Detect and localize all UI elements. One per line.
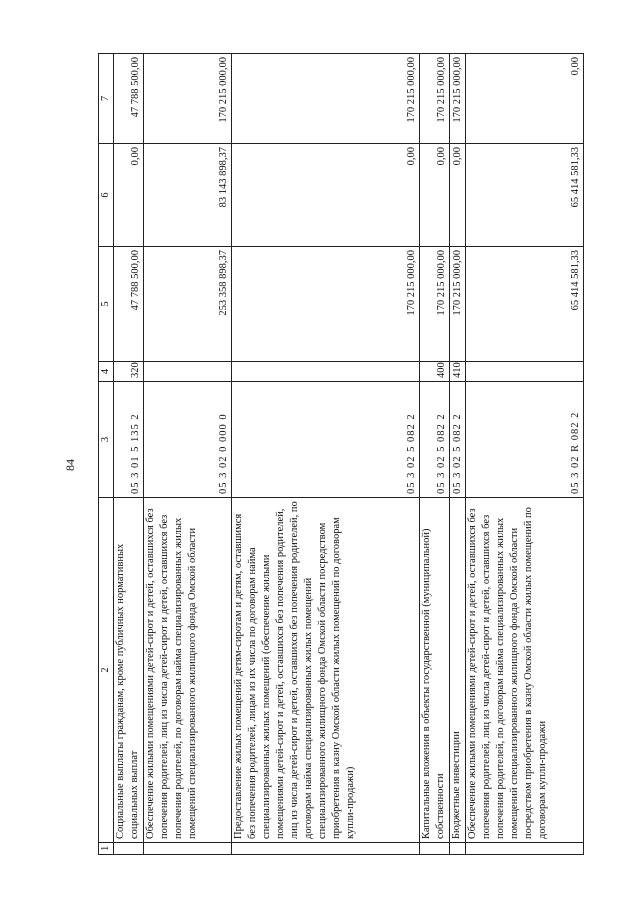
row-col5: 65 414 581,33 xyxy=(466,247,584,362)
row-kvr: 410 xyxy=(450,362,466,382)
row-kvr xyxy=(144,362,232,382)
row-col6: 0,00 xyxy=(450,144,466,247)
row-col6: 0,00 xyxy=(420,144,450,247)
row-kvr xyxy=(466,362,584,382)
table-row xyxy=(420,54,450,855)
row-col6: 0,00 xyxy=(232,144,420,247)
row-col7: 47 788 500,00 xyxy=(114,54,144,144)
table-row xyxy=(144,54,232,855)
row-col7: 170 215 000,00 xyxy=(144,54,232,144)
row-code: 05 3 02 0 000 0 xyxy=(144,382,232,498)
row-code: 05 3 02 R 082 2 xyxy=(466,382,584,498)
row-kvr: 400 xyxy=(420,362,450,382)
header-cell: 6 xyxy=(99,144,114,247)
header-cell: 2 xyxy=(99,498,114,843)
header-cell: 4 xyxy=(99,362,114,382)
row-col7: 170 215 000,00 xyxy=(232,54,420,144)
header-cell: 3 xyxy=(99,382,114,498)
header-cell: 7 xyxy=(99,54,114,144)
row-col5: 47 788 500,00 xyxy=(114,247,144,362)
row-code: 05 3 01 5 135 2 xyxy=(114,382,144,498)
table-row xyxy=(114,54,144,855)
row-name: Обеспечение жилыми помещениями детей-сирот и детей, оставшихся без попечения родителей, лиц из числа детей-сирот и детей, оставшихся без попечения родителей, по договорам найма специализированных жилых помещений специализированного жилищного фонда Омской области xyxy=(144,498,232,843)
row-name: Предоставление жилых помещений детям-сиротам и детям, оставшимся без попечения родителей, лицам из их числа по договорам найма специализированных жилых помещений (обеспечение жилыми помещениями детей-сирот и детей, оставшихся без попечения родителей, лиц из числа детей-сирот и детей, оставшихся без попечения родителей, по договорам найма специализированных жилых помещений специализированного жилищного фонда Омской области посредством приобретения в казну Омской области жилых помещений по договорам купли-продажи) xyxy=(232,498,420,843)
header-cell: 5 xyxy=(99,247,114,362)
row-name: Обеспечение жилыми помещениями детей-сирот и детей, оставшихся без попечения родителей, лиц из числа детей-сирот и детей, оставшихся без попечения родителей, по договорам найма специализированных жилых помещений специализированного жилищного фонда Омской области посредством приобретения в казну Омской области жилых помещений по договорам купли-продажи xyxy=(466,498,584,843)
row-name: Социальные выплаты гражданам, кроме публичных нормативных социальных выплат xyxy=(114,498,144,843)
row-name: Бюджетные инвестиции xyxy=(450,498,466,843)
row-col5: 253 358 898,37 xyxy=(144,247,232,362)
row-col7: 0,00 xyxy=(466,54,584,144)
row-col5: 170 215 000,00 xyxy=(450,247,466,362)
header-row xyxy=(99,54,114,855)
budget-table xyxy=(98,53,584,855)
row-code: 05 3 02 5 082 2 xyxy=(420,382,450,498)
row-kvr xyxy=(232,362,420,382)
header-cell: 1 xyxy=(99,843,114,855)
table-row xyxy=(450,54,466,855)
row-col5: 170 215 000,00 xyxy=(420,247,450,362)
rotated-table-wrapper xyxy=(98,53,584,855)
row-code: 05 3 02 5 082 2 xyxy=(232,382,420,498)
row-col6: 0,00 xyxy=(114,144,144,247)
row-col6: 83 143 898,37 xyxy=(144,144,232,247)
row-col5: 170 215 000,00 xyxy=(232,247,420,362)
row-code: 05 3 02 5 082 2 xyxy=(450,382,466,498)
page-number: 84 xyxy=(63,459,77,471)
row-name: Капитальные вложения в объекты государственной (муниципальной) собственности xyxy=(420,498,450,843)
table-row xyxy=(232,54,420,855)
table-row xyxy=(466,54,584,855)
row-kvr: 320 xyxy=(114,362,144,382)
row-col6: 65 414 581,33 xyxy=(466,144,584,247)
row-col7: 170 215 000,00 xyxy=(420,54,450,144)
row-col7: 170 215 000,00 xyxy=(450,54,466,144)
